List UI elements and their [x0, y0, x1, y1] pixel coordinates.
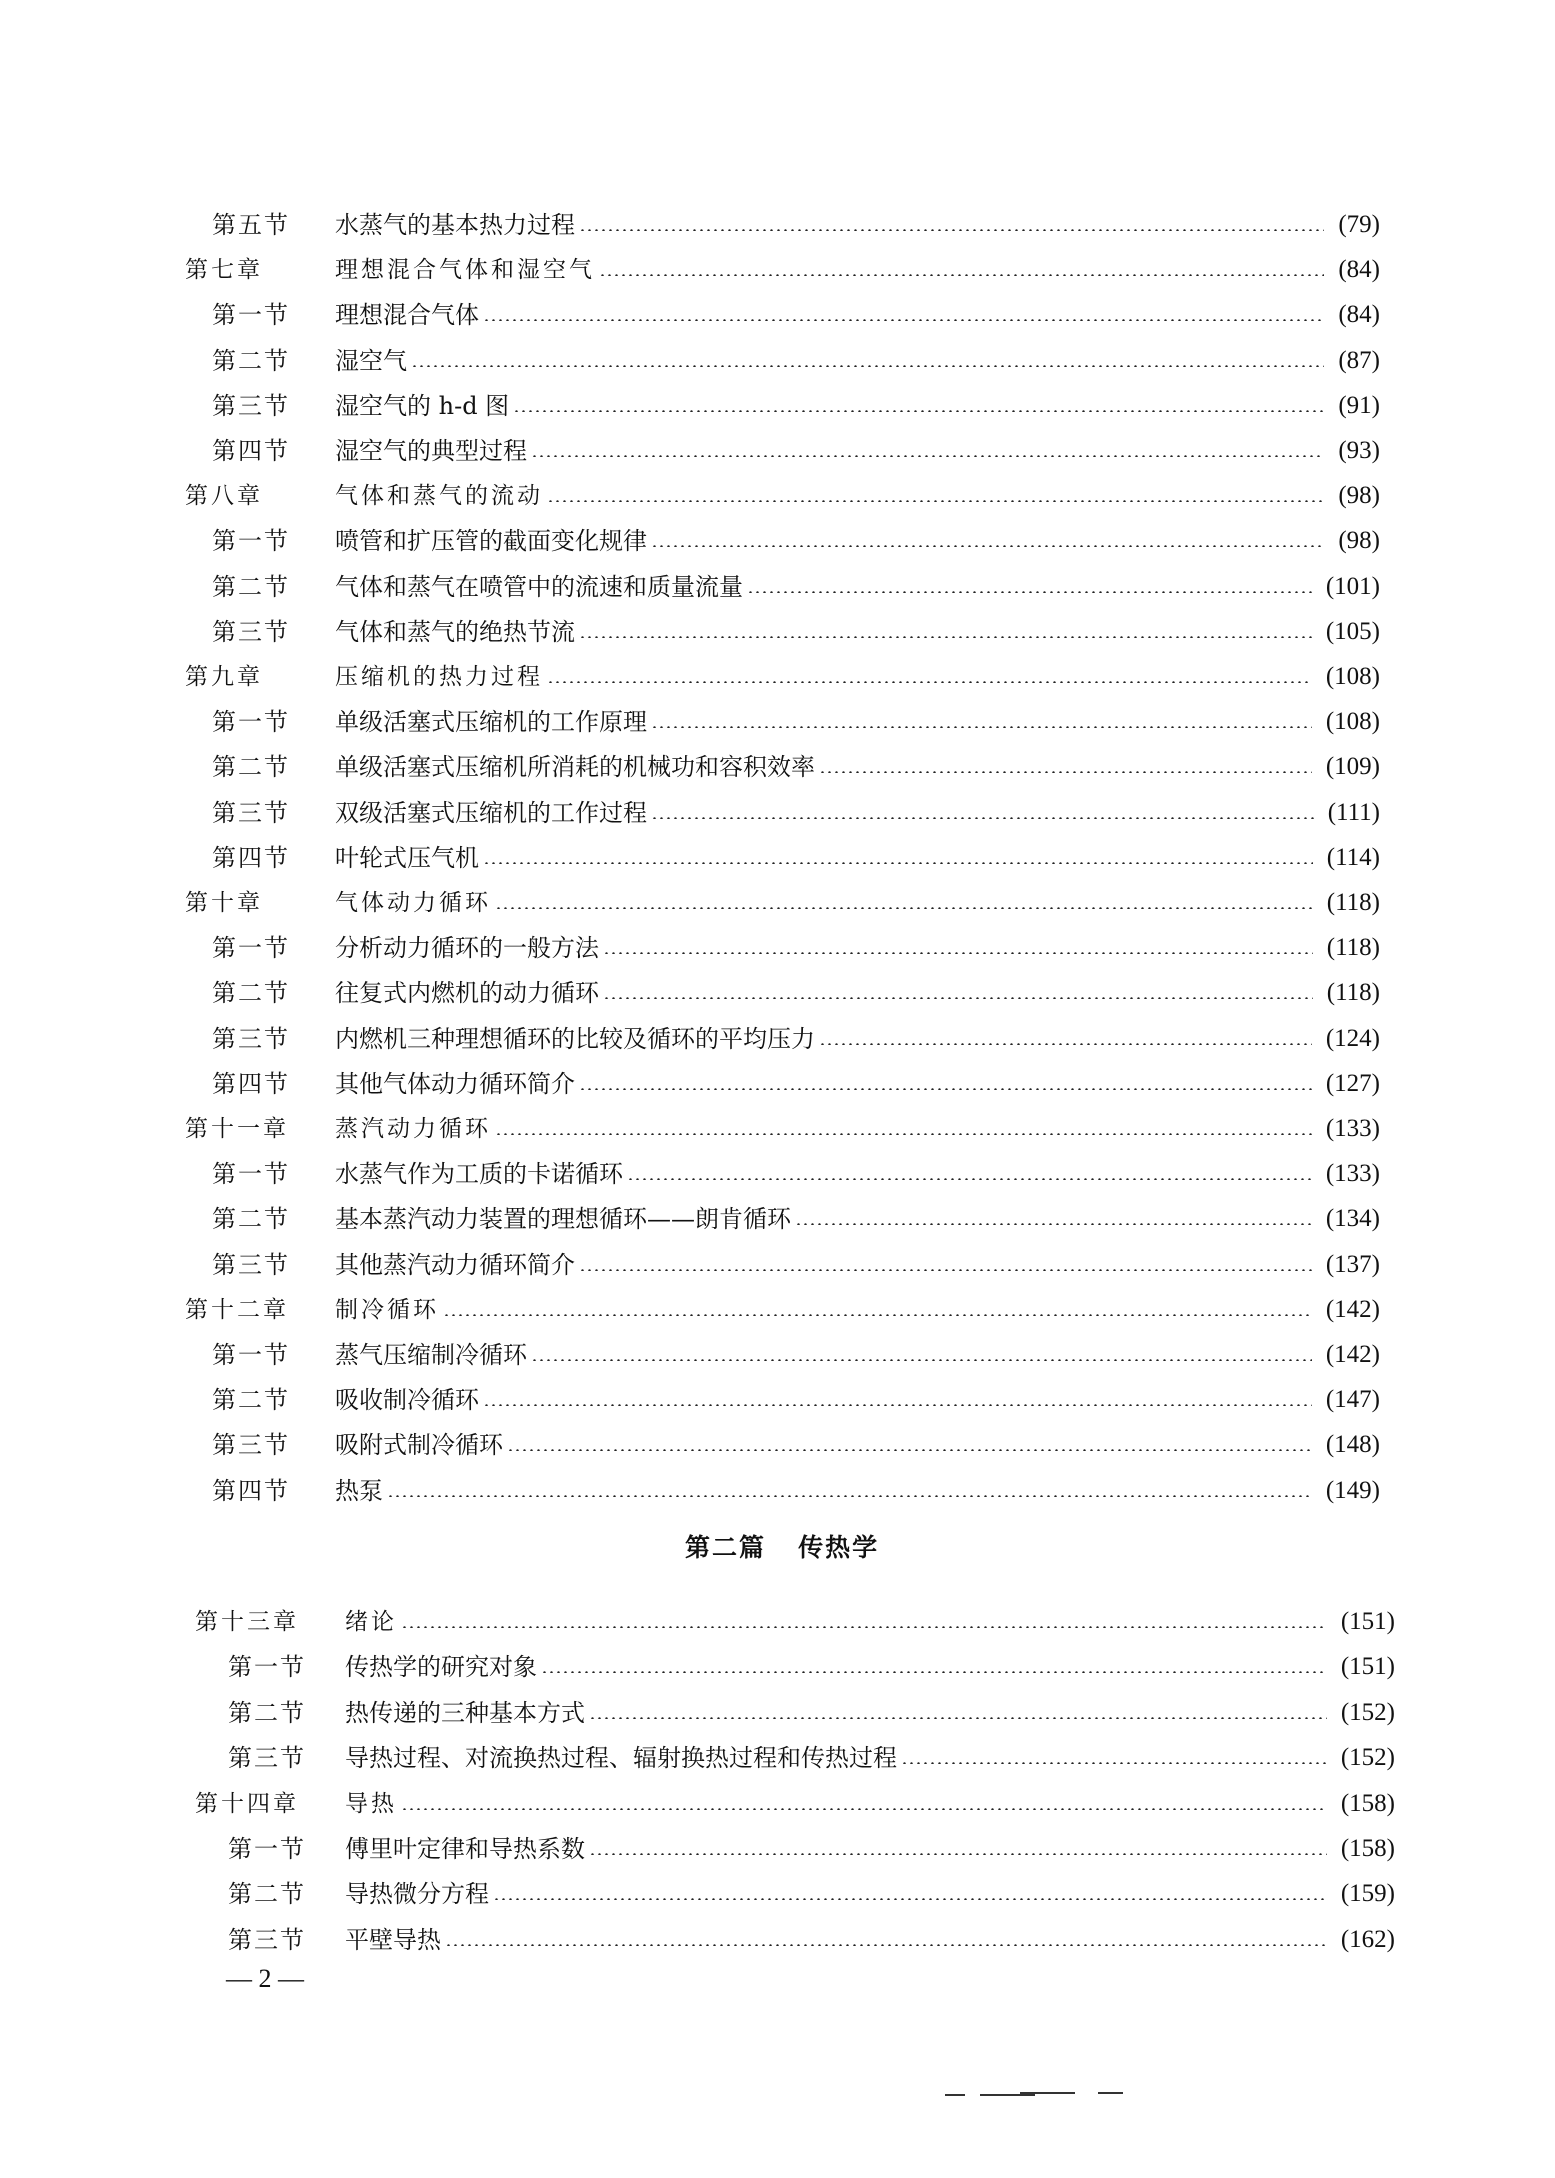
entry-number: 第五节	[212, 211, 290, 239]
entry-number: 第四节	[212, 437, 290, 465]
entry-page-number: (133)	[1325, 1160, 1380, 1187]
entry-title: 传热学的研究对象	[345, 1653, 537, 1681]
entry-page-number: (87)	[1338, 347, 1380, 374]
entry-page-number: (158)	[1340, 1790, 1395, 1817]
entry-number: 第三节	[212, 392, 290, 420]
entry-title: 气体和蒸气在喷管中的流速和质量流量	[335, 573, 743, 601]
toc-section-entry	[212, 1471, 1380, 1511]
entry-title: 气体和蒸气的流动	[335, 483, 543, 509]
entry-page-number: (118)	[1326, 979, 1380, 1006]
entry-title: 吸附式制冷循环	[335, 1431, 503, 1459]
entry-page-number: (142)	[1325, 1296, 1380, 1323]
entry-page-number: (105)	[1325, 618, 1380, 645]
entry-number: 第一节	[212, 1160, 290, 1188]
dot-leader	[579, 636, 1312, 638]
toc-section-entry	[212, 1019, 1380, 1059]
entry-number: 第三节	[228, 1744, 306, 1772]
toc-chapter-entry	[185, 883, 1380, 923]
entry-page-number: (114)	[1326, 844, 1380, 871]
dot-leader	[627, 1178, 1312, 1180]
entry-number: 第三节	[228, 1926, 306, 1954]
dot-leader	[579, 229, 1324, 231]
entry-title: 气体和蒸气的绝热节流	[335, 618, 575, 646]
entry-title: 导热	[345, 1791, 397, 1817]
entry-title: 水蒸气作为工质的卡诺循环	[335, 1160, 623, 1188]
entry-title: 其他气体动力循环简介	[335, 1070, 575, 1098]
dot-leader	[443, 1314, 1312, 1316]
dot-leader	[603, 952, 1313, 954]
entry-page-number: (152)	[1340, 1744, 1395, 1771]
entry-title: 单级活塞式压缩机所消耗的机械功和容积效率	[335, 753, 815, 781]
entry-number: 第一节	[212, 708, 290, 736]
entry-page-number: (111)	[1327, 799, 1380, 826]
entry-number: 第一节	[212, 527, 290, 555]
dot-leader	[401, 1626, 1327, 1628]
toc-chapter-entry	[185, 657, 1380, 697]
dot-leader	[401, 1808, 1327, 1810]
entry-number: 第一节	[212, 301, 290, 329]
entry-page-number: (149)	[1325, 1477, 1380, 1504]
toc-section-entry	[212, 567, 1380, 607]
dot-leader	[411, 365, 1324, 367]
entry-number: 第十章	[185, 890, 263, 916]
entry-number: 第一节	[228, 1653, 306, 1681]
toc-section-entry	[212, 928, 1380, 968]
entry-number: 第十三章	[195, 1609, 299, 1635]
toc-section-entry	[212, 973, 1380, 1013]
toc-chapter-entry	[185, 1109, 1380, 1149]
entry-number: 第二节	[212, 1386, 290, 1414]
entry-page-number: (158)	[1340, 1835, 1395, 1862]
toc-section-entry	[212, 205, 1380, 245]
toc-chapter-entry	[185, 1290, 1380, 1330]
toc-section-entry	[228, 1829, 1395, 1869]
entry-page-number: (142)	[1325, 1341, 1380, 1368]
toc-section-entry	[212, 612, 1380, 652]
dot-leader	[819, 771, 1312, 773]
toc-section-entry	[228, 1738, 1395, 1778]
entry-number: 第十二章	[185, 1297, 289, 1323]
dot-leader	[599, 274, 1324, 276]
dot-leader	[531, 1359, 1312, 1361]
entry-title: 往复式内燃机的动力循环	[335, 979, 599, 1007]
toc-section-entry	[212, 1154, 1380, 1194]
entry-number: 第二节	[228, 1880, 306, 1908]
toc-section-entry	[228, 1693, 1395, 1733]
entry-number: 第一节	[212, 1341, 290, 1369]
entry-number: 第七章	[185, 257, 263, 283]
entry-title: 蒸气压缩制冷循环	[335, 1341, 527, 1369]
entry-page-number: (127)	[1325, 1070, 1380, 1097]
entry-page-number: (118)	[1326, 934, 1380, 961]
entry-page-number: (101)	[1325, 573, 1380, 600]
entry-page-number: (91)	[1338, 392, 1380, 419]
dot-leader	[495, 907, 1313, 909]
entry-title: 平壁导热	[345, 1926, 441, 1954]
entry-number: 第二节	[212, 347, 290, 375]
entry-number: 第二节	[228, 1699, 306, 1727]
toc-section-entry	[212, 747, 1380, 787]
entry-page-number: (159)	[1340, 1880, 1395, 1907]
entry-title: 蒸汽动力循环	[335, 1116, 491, 1142]
entry-page-number: (84)	[1338, 301, 1380, 328]
entry-title: 水蒸气的基本热力过程	[335, 211, 575, 239]
toc-section-entry	[212, 1335, 1380, 1375]
entry-page-number: (108)	[1325, 708, 1380, 735]
entry-title: 单级活塞式压缩机的工作原理	[335, 708, 647, 736]
toc-chapter-entry	[195, 1784, 1395, 1824]
entry-page-number: (118)	[1326, 889, 1380, 916]
entry-number: 第二节	[212, 573, 290, 601]
entry-number: 第四节	[212, 844, 290, 872]
toc-chapter-entry	[195, 1602, 1395, 1642]
toc-section-entry	[212, 341, 1380, 381]
entry-number: 第十一章	[185, 1116, 289, 1142]
entry-title: 分析动力循环的一般方法	[335, 934, 599, 962]
dot-leader	[483, 862, 1313, 864]
entry-number: 第一节	[212, 934, 290, 962]
entry-title: 叶轮式压气机	[335, 844, 479, 872]
toc-section-entry	[228, 1647, 1395, 1687]
entry-title: 导热过程、对流换热过程、辐射换热过程和传热过程	[345, 1744, 897, 1772]
entry-page-number: (98)	[1338, 527, 1380, 554]
toc-section-entry	[212, 838, 1380, 878]
dot-leader	[547, 500, 1324, 502]
entry-title: 吸收制冷循环	[335, 1386, 479, 1414]
entry-page-number: (147)	[1325, 1386, 1380, 1413]
toc-section-entry	[212, 386, 1380, 426]
toc-section-entry	[212, 295, 1380, 335]
dot-leader	[531, 455, 1324, 457]
dot-leader	[445, 1944, 1327, 1946]
dot-leader	[541, 1671, 1327, 1673]
entry-page-number: (148)	[1325, 1431, 1380, 1458]
entry-number: 第二节	[212, 1205, 290, 1233]
dot-leader	[547, 681, 1312, 683]
entry-title: 理想混合气体和湿空气	[335, 257, 595, 283]
dot-leader	[795, 1223, 1312, 1225]
entry-page-number: (124)	[1325, 1025, 1380, 1052]
dot-leader	[651, 817, 1314, 819]
entry-page-number: (109)	[1325, 753, 1380, 780]
dot-leader	[589, 1853, 1327, 1855]
dot-leader	[901, 1762, 1327, 1764]
entry-title: 热泵	[335, 1477, 383, 1505]
entry-number: 第二节	[212, 753, 290, 781]
toc-section-entry	[212, 702, 1380, 742]
dot-leader	[495, 1133, 1312, 1135]
entry-page-number: (151)	[1340, 1653, 1395, 1680]
entry-page-number: (79)	[1338, 211, 1380, 238]
entry-title: 傅里叶定律和导热系数	[345, 1835, 585, 1863]
entry-page-number: (133)	[1325, 1115, 1380, 1142]
toc-chapter-entry	[185, 250, 1380, 290]
entry-title: 喷管和扩压管的截面变化规律	[335, 527, 647, 555]
entry-page-number: (98)	[1338, 482, 1380, 509]
entry-title: 气体动力循环	[335, 890, 491, 916]
entry-number: 第三节	[212, 799, 290, 827]
dot-leader	[493, 1898, 1327, 1900]
toc-section-entry	[228, 1920, 1395, 1960]
entry-title: 热传递的三种基本方式	[345, 1699, 585, 1727]
entry-number: 第三节	[212, 1431, 290, 1459]
dot-leader	[513, 410, 1324, 412]
entry-title: 基本蒸汽动力装置的理想循环——朗肯循环	[335, 1205, 791, 1233]
toc-section-entry	[212, 431, 1380, 471]
entry-number: 第八章	[185, 483, 263, 509]
dot-leader	[579, 1088, 1312, 1090]
page-number: — 2 —	[226, 1964, 304, 1993]
dot-leader	[819, 1043, 1312, 1045]
dot-leader	[589, 1717, 1327, 1719]
entry-number: 第十四章	[195, 1791, 299, 1817]
entry-title: 绪论	[345, 1609, 397, 1635]
entry-title: 双级活塞式压缩机的工作过程	[335, 799, 647, 827]
dot-leader	[483, 319, 1324, 321]
entry-page-number: (84)	[1338, 256, 1380, 283]
toc-section-entry	[212, 521, 1380, 561]
entry-page-number: (151)	[1340, 1608, 1395, 1635]
toc-section-entry	[212, 1199, 1380, 1239]
entry-number: 第四节	[212, 1070, 290, 1098]
entry-page-number: (134)	[1325, 1205, 1380, 1232]
part-heading: 第二篇 传热学	[685, 1533, 880, 1562]
dot-leader	[387, 1495, 1312, 1497]
entry-page-number: (93)	[1338, 437, 1380, 464]
entry-title: 湿空气的典型过程	[335, 437, 527, 465]
dot-leader	[483, 1404, 1312, 1406]
toc-section-entry	[212, 1380, 1380, 1420]
entry-page-number: (152)	[1340, 1699, 1395, 1726]
entry-title: 湿空气	[335, 347, 407, 375]
dot-leader	[507, 1449, 1312, 1451]
entry-number: 第三节	[212, 1251, 290, 1279]
entry-page-number: (137)	[1325, 1251, 1380, 1278]
entry-title: 湿空气的 h-d 图	[335, 392, 510, 420]
entry-title: 导热微分方程	[345, 1880, 489, 1908]
entry-number: 第四节	[212, 1477, 290, 1505]
entry-number: 第二节	[212, 979, 290, 1007]
dot-leader	[579, 1269, 1312, 1271]
entry-title: 内燃机三种理想循环的比较及循环的平均压力	[335, 1025, 815, 1053]
entry-number: 第九章	[185, 664, 263, 690]
toc-section-entry	[212, 1245, 1380, 1285]
entry-number: 第三节	[212, 1025, 290, 1053]
entry-title: 其他蒸汽动力循环简介	[335, 1251, 575, 1279]
entry-title: 理想混合气体	[335, 301, 479, 329]
entry-title: 制冷循环	[335, 1297, 439, 1323]
toc-chapter-entry	[185, 476, 1380, 516]
dot-leader	[603, 997, 1313, 999]
toc-section-entry	[212, 1425, 1380, 1465]
toc-section-entry	[228, 1874, 1395, 1914]
dot-leader	[747, 591, 1312, 593]
entry-page-number: (162)	[1340, 1926, 1395, 1953]
entry-title: 压缩机的热力过程	[335, 664, 543, 690]
toc-section-entry	[212, 793, 1380, 833]
entry-number: 第三节	[212, 618, 290, 646]
entry-number: 第一节	[228, 1835, 306, 1863]
toc-section-entry	[212, 1064, 1380, 1104]
dot-leader	[651, 726, 1312, 728]
entry-page-number: (108)	[1325, 663, 1380, 690]
dot-leader	[651, 545, 1324, 547]
